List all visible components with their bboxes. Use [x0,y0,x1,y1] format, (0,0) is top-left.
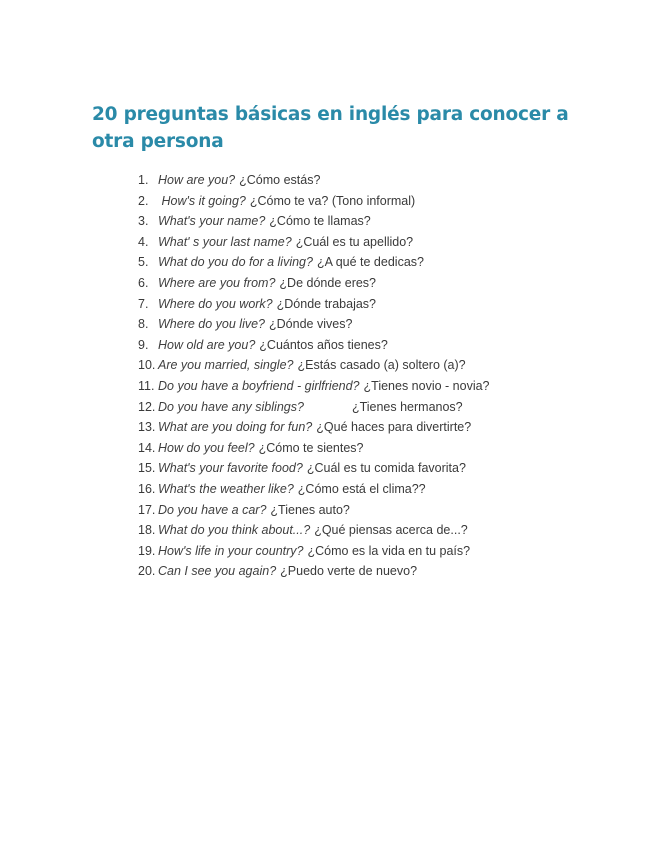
item-number: 15. [138,461,156,476]
item-number: 20. [138,564,156,579]
spanish-translation: ¿Cuántos años tienes? [259,337,388,352]
english-question: What' s your last name? [158,234,292,249]
english-question: Where do you live? [158,317,266,332]
spanish-translation: ¿Cómo es la vida en tu país? [307,543,471,558]
list-item [138,561,490,582]
english-question: Are you married, single? [158,358,294,373]
spanish-translation: ¿Tienes hermanos? [351,399,463,414]
spanish-translation: ¿Cómo te sientes? [258,440,364,455]
item-number: 1. [138,173,149,187]
spanish-translation: ¿Estás casado (a) soltero (a)? [297,358,466,373]
spanish-translation: ¿Tienes novio - novia? [363,378,490,393]
item-number: 13. [138,420,156,435]
list-item [138,438,490,459]
list-item [138,314,490,335]
item-number: 5. [138,255,149,270]
list-item [138,252,490,273]
list-item [138,417,490,438]
spanish-translation: ¿Cómo te llamas? [269,214,371,229]
list-item [138,273,490,294]
spanish-translation: ¿Cuál es tu apellido? [295,234,414,249]
item-number: 18. [138,523,156,538]
english-question: What's the weather like? [158,481,294,496]
english-question: How's it going? [158,193,246,208]
spanish-translation: ¿De dónde eres? [279,275,377,290]
english-question: How's life in your country? [158,543,304,558]
list-item [138,397,490,418]
spanish-translation: ¿Cuál es tu comida favorita? [306,461,466,476]
english-question: Do you have a boyfriend - girlfriend? [158,378,360,393]
list-item [138,211,490,232]
spanish-translation: ¿Dónde trabajas? [276,296,377,311]
item-number: 16. [138,481,156,496]
item-number: 12. [138,399,156,414]
english-question: How do you feel? [158,440,255,455]
list-item [138,479,490,500]
spanish-translation: ¿Dónde vives? [269,317,353,332]
item-number: 14. [138,440,156,455]
english-question: Do you have a car? [158,502,267,517]
list-item [138,232,490,253]
list-item [138,541,490,562]
item-number: 11. [138,378,155,393]
list-item [138,520,490,541]
item-number: 8. [138,317,149,332]
spanish-translation: ¿A qué te dedicas? [316,255,424,270]
item-number: 4. [138,234,149,249]
english-question: What are you doing for fun? [158,420,313,435]
page-title: 20 preguntas básicas en inglés para conocer a otra persona [92,104,569,152]
english-question: What's your favorite food? [158,461,303,476]
english-question: Where do you work? [158,296,273,311]
list-item [138,191,490,212]
spanish-translation: ¿Cómo estás? [239,173,321,187]
list-item [138,294,490,315]
spanish-translation: ¿Qué haces para divertirte? [316,420,472,435]
question-list [138,170,490,582]
english-question: How old are you? [158,337,256,352]
english-question: What do you do for a living? [158,255,313,270]
spanish-translation: ¿Puedo verte de nuevo? [280,564,418,579]
list-item [138,335,490,356]
list-item [138,170,490,191]
english-question: Do you have any siblings? [158,399,304,414]
spanish-translation: ¿Cómo está el clima?? [297,481,426,496]
spanish-translation: ¿Qué piensas acerca de...? [314,523,468,538]
item-number: 19. [138,543,156,558]
item-number: 9. [138,337,149,352]
list-item [138,355,490,376]
english-question: What do you think about...? [158,523,311,538]
spanish-translation: ¿Tienes auto? [270,502,350,517]
list-item [138,458,490,479]
list-item [138,376,490,397]
english-question: Can I see you again? [158,564,277,579]
item-number: 17. [138,502,156,517]
item-number: 7. [138,296,149,311]
spanish-translation: ¿Cómo te va? (Tono informal) [249,193,416,208]
item-number: 3. [138,214,149,229]
item-number: 10. [138,358,156,373]
english-question: How are you? [158,173,236,187]
list-item [138,500,490,521]
english-question: Where are you from? [158,275,276,290]
item-number: 6. [138,275,149,290]
english-question: What's your name? [158,214,266,229]
item-number: 2. [138,193,149,208]
